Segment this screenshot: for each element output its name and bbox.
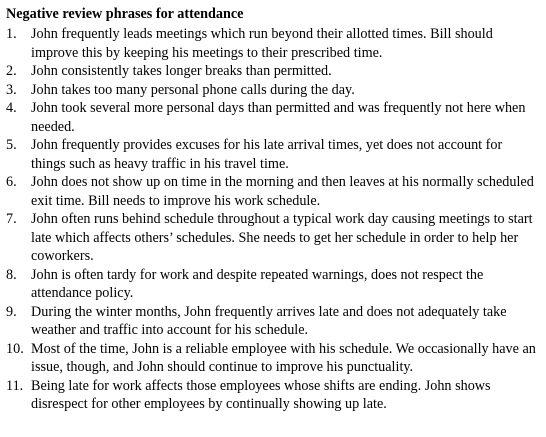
list-item (6, 25, 540, 62)
item-text: John is often tardy for work and despite repeated warnings, does not respect the attendance policy. (31, 266, 484, 301)
item-text: John does not show up on time in the morning and then leaves at his normally scheduled exit time. Bill needs to improve his work schedule. (31, 174, 534, 209)
item-text: John frequently leads meetings which run beyond their allotted times. Bill should improve this by keeping his meetings to their prescribed time. (31, 26, 493, 61)
list-item (6, 173, 540, 210)
item-text: During the winter months, John frequently arrives late and does not adequately take weather and traffic into account for his schedule. (31, 303, 507, 338)
list-item (6, 340, 540, 377)
list-item (6, 303, 540, 340)
item-text: John often runs behind schedule throughout a typical work day causing meetings to start late which affects others’ schedules. She needs to get her schedule in order to help her coworkers. (31, 211, 533, 264)
item-text: Being late for work affects those employees whose shifts are ending. John shows disrespect for other employees by continually showing up late. (31, 377, 491, 412)
list-item (6, 210, 540, 266)
list-item (6, 62, 540, 81)
item-number: 4. (6, 100, 17, 116)
list-item (6, 377, 540, 414)
item-number: 1. (6, 26, 17, 42)
document-title: Negative review phrases for attendance (6, 6, 244, 22)
item-text: John frequently provides excuses for his late arrival times, yet does not account for things such as heavy traffic in his travel time. (31, 137, 503, 172)
item-number: 6. (6, 174, 17, 190)
list-item (6, 136, 540, 173)
item-text: John takes too many personal phone calls during the day. (31, 81, 355, 98)
item-number: 10. (6, 340, 24, 357)
item-number: 5. (6, 137, 17, 153)
item-text: Most of the time, John is a reliable employee with his schedule. We occasionally have an issue, though, and John should continue to improve his punctuality. (31, 340, 536, 375)
item-number: 7. (6, 211, 17, 227)
item-number: 3. (6, 81, 17, 98)
item-text: John consistently takes longer breaks than permitted. (31, 63, 332, 79)
list-item (6, 81, 540, 100)
item-number: 11. (6, 377, 24, 394)
item-number: 8. (6, 266, 17, 283)
item-number: 2. (6, 63, 17, 79)
item-number: 9. (6, 303, 17, 320)
phrase-list (6, 25, 540, 414)
list-item (6, 266, 540, 303)
list-item (6, 99, 540, 136)
item-text: John took several more personal days than permitted and was frequently not here when needed. (31, 100, 526, 135)
